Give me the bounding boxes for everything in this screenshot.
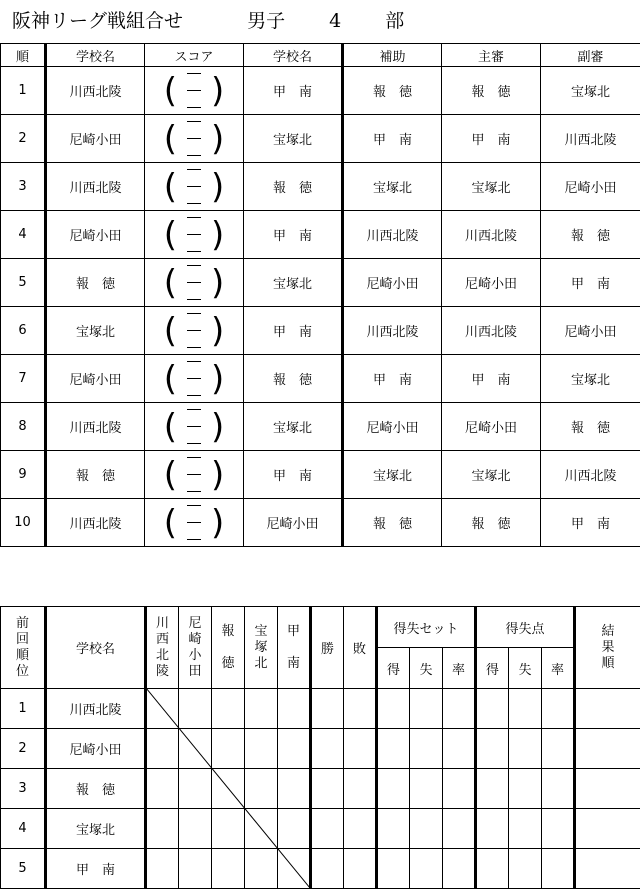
standings-table xyxy=(0,606,640,889)
schedule-row xyxy=(1,403,640,451)
schedule-row xyxy=(1,163,640,211)
home-school-cell: 尼崎小田 xyxy=(46,355,145,403)
set-gain-cell xyxy=(377,769,410,809)
point-gain-cell xyxy=(476,689,509,729)
point-loss-cell xyxy=(509,849,542,889)
sub-referee-cell: 宝塚北 xyxy=(541,67,640,115)
schedule-row xyxy=(1,115,640,163)
header-sub-referee: 副審 xyxy=(541,44,640,67)
right-bracket-icon: ) xyxy=(211,314,224,348)
score-cell xyxy=(145,163,244,211)
header-point-gain: 得 xyxy=(476,648,509,689)
vs-cell xyxy=(245,689,278,729)
away-school-cell: 甲 南 xyxy=(244,451,343,499)
vs-cell xyxy=(245,729,278,769)
header-set-gain: 得 xyxy=(377,648,410,689)
score-dashes xyxy=(187,161,201,212)
header-score: スコア xyxy=(145,44,244,67)
standings-row xyxy=(1,769,640,809)
result-rank-cell xyxy=(575,729,640,769)
vs-cell xyxy=(146,729,179,769)
header-wins: 勝 xyxy=(311,607,344,689)
result-rank-cell xyxy=(575,809,640,849)
point-loss-cell xyxy=(509,809,542,849)
losses-cell xyxy=(344,689,377,729)
vs-cell xyxy=(212,809,245,849)
school-cell: 報 徳 xyxy=(46,769,146,809)
header-school-away: 学校名 xyxy=(244,44,343,67)
sub-referee-cell: 川西北陵 xyxy=(541,451,640,499)
header-prev-rank: 前 回 順 位 xyxy=(1,607,46,689)
left-bracket-icon: ( xyxy=(164,122,177,156)
school-cell: 川西北陵 xyxy=(46,689,146,729)
home-school-cell: 川西北陵 xyxy=(46,67,145,115)
header-school-home: 学校名 xyxy=(46,44,145,67)
prev-rank-cell: 2 xyxy=(1,729,46,769)
set-loss-cell xyxy=(410,769,443,809)
set-rate-cell xyxy=(443,769,476,809)
score-dashes xyxy=(187,65,201,116)
chief-referee-cell: 宝塚北 xyxy=(442,451,541,499)
left-bracket-icon: ( xyxy=(164,170,177,204)
chief-referee-cell: 宝塚北 xyxy=(442,163,541,211)
prev-rank-cell: 5 xyxy=(1,849,46,889)
prev-rank-cell: 3 xyxy=(1,769,46,809)
title-league: 阪神リーグ戦組合せ xyxy=(12,6,183,33)
standings-row xyxy=(1,729,640,769)
order-cell: 1 xyxy=(1,67,46,115)
sub-referee-cell: 報 徳 xyxy=(541,211,640,259)
score-dashes xyxy=(187,305,201,356)
header-result-rank: 結 果 順 xyxy=(575,607,640,689)
order-cell: 4 xyxy=(1,211,46,259)
order-cell: 5 xyxy=(1,259,46,307)
vs-cell xyxy=(245,849,278,889)
losses-cell xyxy=(344,809,377,849)
score-bracket xyxy=(145,454,243,496)
point-rate-cell xyxy=(542,729,575,769)
school-cell: 甲 南 xyxy=(46,849,146,889)
vs-cell xyxy=(146,769,179,809)
header-losses: 敗 xyxy=(344,607,377,689)
wins-cell xyxy=(311,689,344,729)
chief-referee-cell: 甲 南 xyxy=(442,115,541,163)
score-bracket xyxy=(145,502,243,544)
set-gain-cell xyxy=(377,729,410,769)
score-dashes xyxy=(187,353,201,404)
vs-cell xyxy=(278,729,311,769)
standings-header-row-1 xyxy=(1,607,640,648)
assist-cell: 報 徳 xyxy=(343,67,442,115)
score-bracket xyxy=(145,118,243,160)
point-gain-cell xyxy=(476,769,509,809)
school-cell: 宝塚北 xyxy=(46,809,146,849)
vs-cell xyxy=(278,849,311,889)
vs-cell xyxy=(212,769,245,809)
wins-cell xyxy=(311,729,344,769)
away-school-cell: 尼崎小田 xyxy=(244,499,343,547)
header-point-diff: 得失点 xyxy=(476,607,575,648)
left-bracket-icon: ( xyxy=(164,266,177,300)
away-school-cell: 甲 南 xyxy=(244,67,343,115)
schedule-table xyxy=(0,43,640,547)
header-chief-referee: 主審 xyxy=(442,44,541,67)
assist-cell: 川西北陵 xyxy=(343,307,442,355)
score-bracket xyxy=(145,166,243,208)
prev-rank-cell: 4 xyxy=(1,809,46,849)
right-bracket-icon: ) xyxy=(211,170,224,204)
vs-cell xyxy=(146,849,179,889)
header-opponent-5: 甲 南 xyxy=(278,607,311,689)
standings-row xyxy=(1,689,640,729)
home-school-cell: 尼崎小田 xyxy=(46,115,145,163)
chief-referee-cell: 川西北陵 xyxy=(442,307,541,355)
score-bracket xyxy=(145,214,243,256)
sub-referee-cell: 甲 南 xyxy=(541,259,640,307)
chief-referee-cell: 川西北陵 xyxy=(442,211,541,259)
wins-cell xyxy=(311,769,344,809)
order-cell: 7 xyxy=(1,355,46,403)
left-bracket-icon: ( xyxy=(164,218,177,252)
score-dashes xyxy=(187,401,201,452)
vs-cell xyxy=(179,689,212,729)
vs-cell xyxy=(212,849,245,889)
point-loss-cell xyxy=(509,689,542,729)
sub-referee-cell: 川西北陵 xyxy=(541,115,640,163)
assist-cell: 甲 南 xyxy=(343,115,442,163)
title-division-label: 部 xyxy=(385,6,404,33)
schedule-row xyxy=(1,259,640,307)
right-bracket-icon: ) xyxy=(211,122,224,156)
prev-rank-cell: 1 xyxy=(1,689,46,729)
left-bracket-icon: ( xyxy=(164,314,177,348)
vs-cell xyxy=(278,809,311,849)
assist-cell: 宝塚北 xyxy=(343,163,442,211)
schedule-row xyxy=(1,307,640,355)
away-school-cell: 宝塚北 xyxy=(244,259,343,307)
home-school-cell: 報 徳 xyxy=(46,259,145,307)
score-dashes xyxy=(187,449,201,500)
result-rank-cell xyxy=(575,689,640,729)
score-cell xyxy=(145,67,244,115)
away-school-cell: 報 徳 xyxy=(244,163,343,211)
away-school-cell: 宝塚北 xyxy=(244,403,343,451)
point-rate-cell xyxy=(542,849,575,889)
vs-cell xyxy=(179,849,212,889)
chief-referee-cell: 報 徳 xyxy=(442,499,541,547)
vs-cell xyxy=(245,769,278,809)
order-cell: 3 xyxy=(1,163,46,211)
vs-cell xyxy=(212,729,245,769)
sub-referee-cell: 甲 南 xyxy=(541,499,640,547)
set-loss-cell xyxy=(410,729,443,769)
order-cell: 2 xyxy=(1,115,46,163)
wins-cell xyxy=(311,849,344,889)
score-dashes xyxy=(187,113,201,164)
set-rate-cell xyxy=(443,689,476,729)
set-gain-cell xyxy=(377,849,410,889)
set-loss-cell xyxy=(410,689,443,729)
schedule-row xyxy=(1,499,640,547)
score-dashes xyxy=(187,257,201,308)
standings-row xyxy=(1,849,640,889)
schedule-row xyxy=(1,451,640,499)
order-cell: 8 xyxy=(1,403,46,451)
set-loss-cell xyxy=(410,849,443,889)
point-loss-cell xyxy=(509,769,542,809)
score-cell xyxy=(145,211,244,259)
left-bracket-icon: ( xyxy=(164,410,177,444)
right-bracket-icon: ) xyxy=(211,410,224,444)
header-opponent-2: 尼 崎 小 田 xyxy=(179,607,212,689)
score-dashes xyxy=(187,497,201,548)
schedule-row xyxy=(1,355,640,403)
point-gain-cell xyxy=(476,729,509,769)
result-rank-cell xyxy=(575,769,640,809)
right-bracket-icon: ) xyxy=(211,506,224,540)
schedule-header-row xyxy=(1,44,640,67)
vs-cell xyxy=(212,689,245,729)
assist-cell: 尼崎小田 xyxy=(343,259,442,307)
assist-cell: 尼崎小田 xyxy=(343,403,442,451)
result-rank-cell xyxy=(575,849,640,889)
away-school-cell: 甲 南 xyxy=(244,307,343,355)
header-set-rate: 率 xyxy=(443,648,476,689)
score-bracket xyxy=(145,70,243,112)
point-loss-cell xyxy=(509,729,542,769)
assist-cell: 甲 南 xyxy=(343,355,442,403)
left-bracket-icon: ( xyxy=(164,74,177,108)
sub-referee-cell: 尼崎小田 xyxy=(541,163,640,211)
title-division-number: 4 xyxy=(329,10,341,32)
score-cell xyxy=(145,259,244,307)
page-title xyxy=(12,6,404,33)
set-gain-cell xyxy=(377,689,410,729)
point-rate-cell xyxy=(542,769,575,809)
score-cell xyxy=(145,115,244,163)
header-set-diff: 得失セット xyxy=(377,607,476,648)
vs-cell xyxy=(146,689,179,729)
vs-cell xyxy=(179,809,212,849)
schedule-row xyxy=(1,67,640,115)
order-cell: 9 xyxy=(1,451,46,499)
right-bracket-icon: ) xyxy=(211,74,224,108)
score-cell xyxy=(145,499,244,547)
header-opponent-1: 川 西 北 陵 xyxy=(146,607,179,689)
header-assist: 補助 xyxy=(343,44,442,67)
point-gain-cell xyxy=(476,809,509,849)
set-gain-cell xyxy=(377,809,410,849)
right-bracket-icon: ) xyxy=(211,362,224,396)
header-school: 学校名 xyxy=(46,607,146,689)
vs-cell xyxy=(179,729,212,769)
score-bracket xyxy=(145,406,243,448)
left-bracket-icon: ( xyxy=(164,362,177,396)
score-bracket xyxy=(145,310,243,352)
score-cell xyxy=(145,451,244,499)
schedule-row xyxy=(1,211,640,259)
header-opponent-3: 報 徳 xyxy=(212,607,245,689)
score-cell xyxy=(145,403,244,451)
losses-cell xyxy=(344,769,377,809)
vs-cell xyxy=(146,809,179,849)
header-point-rate: 率 xyxy=(542,648,575,689)
vs-cell xyxy=(179,769,212,809)
vs-cell xyxy=(245,809,278,849)
assist-cell: 報 徳 xyxy=(343,499,442,547)
away-school-cell: 宝塚北 xyxy=(244,115,343,163)
score-bracket xyxy=(145,262,243,304)
header-order: 順 xyxy=(1,44,46,67)
losses-cell xyxy=(344,729,377,769)
score-cell xyxy=(145,307,244,355)
set-rate-cell xyxy=(443,809,476,849)
right-bracket-icon: ) xyxy=(211,266,224,300)
home-school-cell: 川西北陵 xyxy=(46,499,145,547)
home-school-cell: 尼崎小田 xyxy=(46,211,145,259)
chief-referee-cell: 尼崎小田 xyxy=(442,259,541,307)
chief-referee-cell: 甲 南 xyxy=(442,355,541,403)
losses-cell xyxy=(344,849,377,889)
set-rate-cell xyxy=(443,849,476,889)
home-school-cell: 川西北陵 xyxy=(46,163,145,211)
order-cell: 6 xyxy=(1,307,46,355)
score-dashes xyxy=(187,209,201,260)
wins-cell xyxy=(311,809,344,849)
sub-referee-cell: 尼崎小田 xyxy=(541,307,640,355)
set-rate-cell xyxy=(443,729,476,769)
header-set-loss: 失 xyxy=(410,648,443,689)
set-loss-cell xyxy=(410,809,443,849)
title-gender: 男子 xyxy=(247,6,285,33)
point-rate-cell xyxy=(542,689,575,729)
header-point-loss: 失 xyxy=(509,648,542,689)
school-cell: 尼崎小田 xyxy=(46,729,146,769)
chief-referee-cell: 尼崎小田 xyxy=(442,403,541,451)
left-bracket-icon: ( xyxy=(164,458,177,492)
vs-cell xyxy=(278,689,311,729)
sub-referee-cell: 宝塚北 xyxy=(541,355,640,403)
standings-row xyxy=(1,809,640,849)
assist-cell: 宝塚北 xyxy=(343,451,442,499)
home-school-cell: 宝塚北 xyxy=(46,307,145,355)
assist-cell: 川西北陵 xyxy=(343,211,442,259)
away-school-cell: 甲 南 xyxy=(244,211,343,259)
right-bracket-icon: ) xyxy=(211,458,224,492)
header-opponent-4: 宝 塚 北 xyxy=(245,607,278,689)
left-bracket-icon: ( xyxy=(164,506,177,540)
order-cell: 10 xyxy=(1,499,46,547)
score-bracket xyxy=(145,358,243,400)
right-bracket-icon: ) xyxy=(211,218,224,252)
vs-cell xyxy=(278,769,311,809)
score-cell xyxy=(145,355,244,403)
sub-referee-cell: 報 徳 xyxy=(541,403,640,451)
home-school-cell: 川西北陵 xyxy=(46,403,145,451)
away-school-cell: 報 徳 xyxy=(244,355,343,403)
chief-referee-cell: 報 徳 xyxy=(442,67,541,115)
home-school-cell: 報 徳 xyxy=(46,451,145,499)
point-rate-cell xyxy=(542,809,575,849)
point-gain-cell xyxy=(476,849,509,889)
